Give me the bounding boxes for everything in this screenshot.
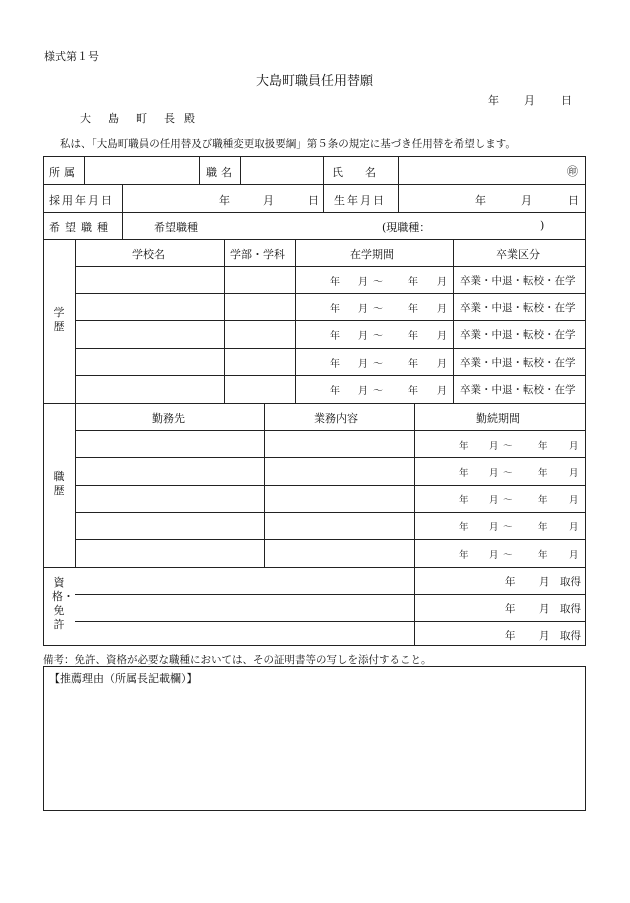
- work-end-year: 年: [538, 522, 548, 533]
- duties-field[interactable]: [266, 487, 412, 509]
- employer-field[interactable]: [77, 514, 262, 536]
- grad-status-options[interactable]: 卒業・中退・転校・在学: [460, 302, 576, 314]
- license-year: 年: [505, 576, 516, 588]
- work-tilde: ～: [503, 468, 513, 479]
- hire-month: 月: [263, 194, 274, 207]
- work-start-month: 月: [489, 522, 499, 533]
- addressee-name: 大 島 町 長: [80, 112, 178, 125]
- study-end-year: 年: [408, 331, 418, 342]
- study-start-month: 月: [358, 386, 368, 397]
- school-name-field[interactable]: [77, 350, 222, 372]
- recommendation-box[interactable]: [43, 666, 586, 811]
- current-job-close: ): [540, 219, 545, 232]
- duties-field[interactable]: [266, 433, 412, 455]
- study-start-month: 月: [358, 359, 368, 370]
- work-end-month: 月: [569, 522, 579, 533]
- desired-job-label: 希望職種: [49, 221, 113, 234]
- dept-header: 学部・学科: [230, 248, 285, 261]
- grad-status-header: 卒業区分: [496, 248, 540, 261]
- dept-field[interactable]: [226, 377, 293, 399]
- affiliation-field[interactable]: [86, 158, 198, 183]
- note-text: 備考：免許、資格が必要な職種においては、その証明書等の写しを添付すること。: [43, 654, 432, 666]
- employer-field[interactable]: [77, 460, 262, 482]
- study-end-month: 月: [437, 386, 447, 397]
- name-field[interactable]: [400, 158, 560, 183]
- work-tilde: ～: [503, 495, 513, 506]
- work-end-year: 年: [538, 550, 548, 561]
- page-title: 大島町職員任用替願: [256, 74, 374, 89]
- dept-field[interactable]: [226, 350, 293, 372]
- work-start-year: 年: [459, 522, 469, 533]
- license-section-label: 資格・免許: [52, 576, 74, 631]
- recommendation-label: 【推薦理由（所属長記載欄）】: [49, 672, 198, 685]
- study-start-year: 年: [330, 386, 340, 397]
- school-name-field[interactable]: [77, 268, 222, 290]
- position-field[interactable]: [242, 158, 322, 183]
- date-day: 日: [561, 94, 572, 107]
- license-year: 年: [505, 630, 516, 642]
- license-acquired: 月 取得: [539, 576, 581, 588]
- study-start-year: 年: [330, 359, 340, 370]
- school-header: 学校名: [132, 248, 165, 261]
- work-end-month: 月: [569, 441, 579, 452]
- work-start-month: 月: [489, 495, 499, 506]
- request-statement: 私は、「大島町職員の任用替及び職種変更取扱要綱」第５条の規定に基づき任用替を希望します。: [60, 138, 516, 150]
- dept-field[interactable]: [226, 295, 293, 317]
- study-end-year: 年: [408, 304, 418, 315]
- study-tilde: ～: [373, 386, 383, 397]
- position-label: 職名: [206, 166, 236, 179]
- study-start-year: 年: [330, 331, 340, 342]
- duties-field[interactable]: [266, 460, 412, 482]
- license-acquired: 月 取得: [539, 603, 581, 615]
- work-tilde: ～: [503, 441, 513, 452]
- employment-period-header: 勤続期間: [476, 412, 520, 425]
- license-name-field[interactable]: [77, 623, 412, 645]
- study-start-year: 年: [330, 304, 340, 315]
- grad-status-options[interactable]: 卒業・中退・転校・在学: [460, 357, 576, 369]
- desired-job-field[interactable]: 希望職種: [154, 221, 198, 234]
- study-end-month: 月: [437, 359, 447, 370]
- date-month: 月: [524, 94, 535, 107]
- dept-field[interactable]: [226, 322, 293, 344]
- seal-mark: ㊞: [567, 165, 578, 178]
- study-start-month: 月: [358, 277, 368, 288]
- study-end-month: 月: [437, 277, 447, 288]
- study-tilde: ～: [373, 359, 383, 370]
- work-tilde: ～: [503, 522, 513, 533]
- date-year: 年: [488, 94, 499, 107]
- name-label: 氏 名: [332, 166, 376, 179]
- study-end-year: 年: [408, 386, 418, 397]
- employer-header: 勤務先: [152, 412, 185, 425]
- addressee-honorific: 殿: [184, 112, 195, 125]
- work-end-month: 月: [569, 550, 579, 561]
- study-tilde: ～: [373, 304, 383, 315]
- work-start-month: 月: [489, 550, 499, 561]
- birth-year: 年: [475, 194, 486, 207]
- career-section-label: 職歴: [53, 470, 65, 497]
- education-section-label: 学歴: [53, 306, 65, 333]
- duties-header: 業務内容: [314, 412, 358, 425]
- work-end-month: 月: [569, 495, 579, 506]
- study-end-month: 月: [437, 331, 447, 342]
- current-job-label: (現職種：: [382, 221, 431, 234]
- hire-year: 年: [219, 194, 230, 207]
- employer-field[interactable]: [77, 487, 262, 509]
- study-end-month: 月: [437, 304, 447, 315]
- study-end-year: 年: [408, 359, 418, 370]
- grad-status-options[interactable]: 卒業・中退・転校・在学: [460, 275, 576, 287]
- work-end-year: 年: [538, 468, 548, 479]
- study-start-year: 年: [330, 277, 340, 288]
- grad-status-options[interactable]: 卒業・中退・転校・在学: [460, 384, 576, 396]
- dept-field[interactable]: [226, 268, 293, 290]
- license-acquired: 月 取得: [539, 630, 581, 642]
- duties-field[interactable]: [266, 514, 412, 536]
- hire-date-label: 採用年月日: [49, 194, 114, 207]
- affiliation-label: 所属: [49, 166, 79, 179]
- duties-field[interactable]: [266, 542, 412, 564]
- study-period-header: 在学期間: [350, 248, 394, 261]
- study-end-year: 年: [408, 277, 418, 288]
- grad-status-options[interactable]: 卒業・中退・転校・在学: [460, 329, 576, 341]
- birth-month: 月: [521, 194, 532, 207]
- school-name-field[interactable]: [77, 377, 222, 399]
- study-start-month: 月: [358, 331, 368, 342]
- employer-field[interactable]: [77, 542, 262, 564]
- employer-field[interactable]: [77, 433, 262, 455]
- work-start-month: 月: [489, 468, 499, 479]
- license-year: 年: [505, 603, 516, 615]
- work-start-month: 月: [489, 441, 499, 452]
- work-end-year: 年: [538, 441, 548, 452]
- study-tilde: ～: [373, 277, 383, 288]
- study-tilde: ～: [373, 331, 383, 342]
- birth-date-label: 生年月日: [334, 194, 386, 207]
- birth-day: 日: [568, 194, 579, 207]
- work-start-year: 年: [459, 550, 469, 561]
- work-start-year: 年: [459, 495, 469, 506]
- license-name-field[interactable]: [77, 569, 412, 591]
- work-start-year: 年: [459, 441, 469, 452]
- work-end-year: 年: [538, 495, 548, 506]
- school-name-field[interactable]: [77, 295, 222, 317]
- study-start-month: 月: [358, 304, 368, 315]
- hire-day: 日: [308, 194, 319, 207]
- school-name-field[interactable]: [77, 322, 222, 344]
- license-name-field[interactable]: [77, 596, 412, 618]
- work-end-month: 月: [569, 468, 579, 479]
- work-tilde: ～: [503, 550, 513, 561]
- form-number: 様式第１号: [44, 50, 99, 63]
- work-start-year: 年: [459, 468, 469, 479]
